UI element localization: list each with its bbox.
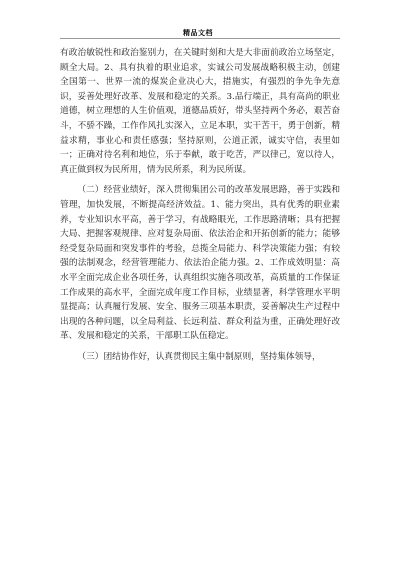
paragraph-1: 有政治敏锐性和政治鉴别力，在关键时刻和大是大非面前政治立场坚定，顾全大局。2、具有执着的职业追求，实诚公司发展战略积极主动，创建全国第一、世界一流的煤炭企业决心大，措施实，有强烈的争先争先意识，妥善处理好改革、发展和稳定的关系。3.品行端正，具有高尚的职业道德，树立理想的人生价值观，道德品质好，带头坚持两个务必，艰苦奋斗，不骄不躁，工作作风扎实深入，立足本职，实干苦干，勇于创新，精益求精，事业心和责任感强；坚持原则，公道正派，诚实守信，表里如一；正确对待名利和地位，乐于奉献，敢于吃苦，严以律己，宽以待人，真正做到权为民所用，情为民所系，利为民所谋。 [60,48,340,175]
header-divider [60,38,340,39]
paragraph-2: （二）经营业绩好，深入贯彻集团公司的改革发展思路，善于实践和管理，加快发展，不断提高经济效益。1、能力突出，具有优秀的职业素养，专业知识水平高，善于学习，有战略眼光，工作思路清晰；具有把握大局、把握客观规律、应对复杂局面、依法治企和开拓创新的能力；能够经受复杂局面和突发事件的考验，总揽全局能力、科学决策能力强；有较强的法制观念，经营管理能力、依法治企能力强。2、工作成效明显：高水平全面完成企业各项任务，认真组织实施各项改革，高质量的工作保证工作成果的高水平，全面完成年度工作目标，业绩显著，科学管理水平明显提高；认真履行发展、安全、服务三项基本职责，妥善解决生产过程中出现的各种问题，以全局利益、长远利益、群众利益为重，正确处理好改革、发展和稳定的关系，干部职工队伍稳定。 [60,185,340,342]
paragraph-3: （三）团结协作好，认真贯彻民主集中制原则，坚持集体领导， [77,351,321,362]
header-brand: 精品文档 [183,29,213,37]
document-body [60,46,340,364]
page-header [0,0,400,40]
